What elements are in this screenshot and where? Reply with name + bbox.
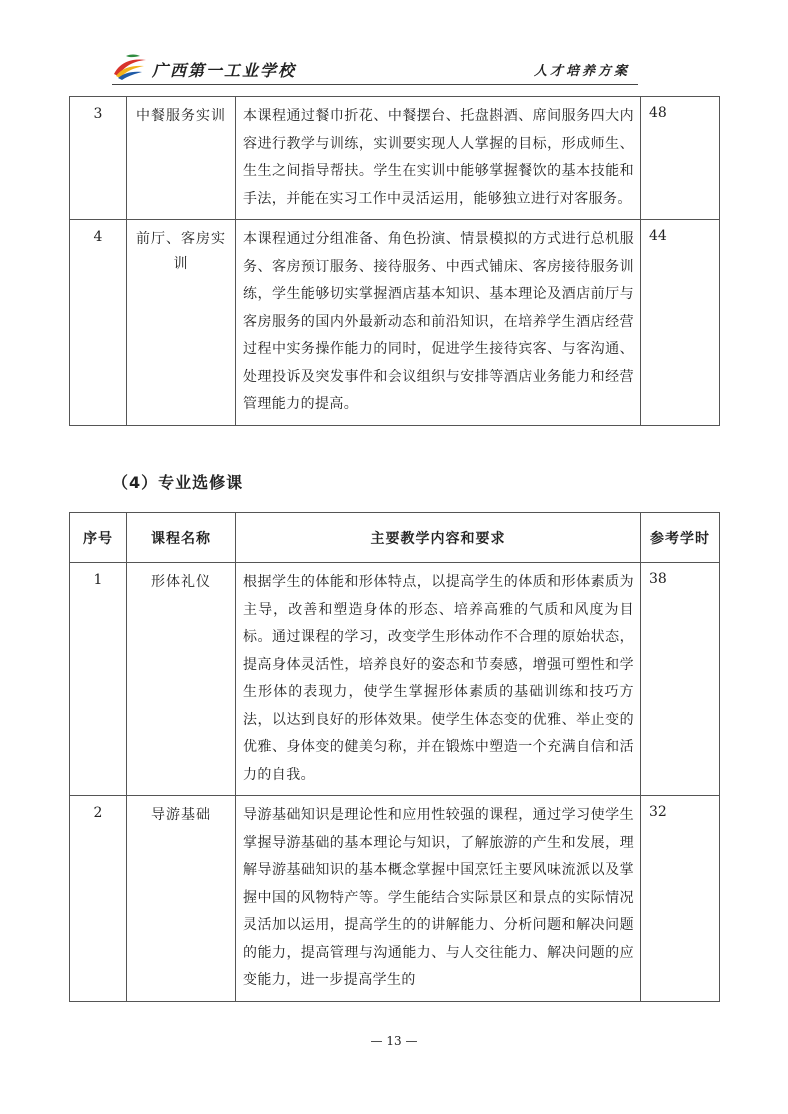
table-row [70,97,720,220]
row-number: 2 [70,796,127,1002]
course-name: 中餐服务实训 [127,97,236,220]
table-row [70,796,720,1002]
section-heading: （4）专业选修课 [112,473,244,492]
table-row [70,563,720,796]
header-divider [112,84,638,85]
header-course-name: 课程名称 [127,513,236,563]
course-name: 前厅、客房实训 [127,220,236,426]
course-hours: 44 [641,220,720,426]
course-hours: 38 [641,563,720,796]
school-name: 广西第一工业学校 [152,61,297,80]
course-name: 导游基础 [127,796,236,1002]
header-hours: 参考学时 [641,513,720,563]
document-title: 人才培养方案 [533,64,630,79]
school-logo-icon [112,52,148,82]
course-description: 本课程通过分组准备、角色扮演、情景模拟的方式进行总机服务、客房预订服务、接待服务、中西式铺床、客房接待服务训练，学生能够切实掌握酒店基本知识、基本理论及酒店前厅与客房服务的国内外最新动态和前沿知识，在培养学生酒店经营过程中实务操作能力的同时，促进学生接待宾客、与客沟通、处理投诉及突发事件和会议组织与安排等酒店业务能力和经营管理能力的提高。 [236,220,641,426]
row-number: 1 [70,563,127,796]
table-row [70,220,720,426]
table-header-row [70,513,720,563]
header-content: 主要教学内容和要求 [236,513,641,563]
elective-course-table [69,512,720,1002]
course-name: 形体礼仪 [127,563,236,796]
course-hours: 48 [641,97,720,220]
row-number: 4 [70,220,127,426]
page-number: — 13 — [370,1034,418,1048]
course-description: 根据学生的体能和形体特点，以提高学生的体质和形体素质为主导，改善和塑造身体的形态、培养高雅的气质和风度为目标。通过课程的学习，改变学生形体动作不合理的原始状态，提高身体灵活性，培养良好的姿态和节奏感，增强可塑性和学生形体的表现力，使学生掌握形体素质的基础训练和技巧方法，以达到良好的形体效果。使学生体态变的优雅、举止变的优雅、身体变的健美匀称，并在锻炼中塑造一个充满自信和活力的自我。 [236,563,641,796]
header-number: 序号 [70,513,127,563]
course-description: 本课程通过餐巾折花、中餐摆台、托盘斟酒、席间服务四大内容进行教学与训练，实训要实现人人掌握的目标，形成师生、生生之间指导帮扶。学生在实训中能够掌握餐饮的基本技能和手法，并能在实习工作中灵活运用，能够独立进行对客服务。 [236,97,641,220]
course-hours: 32 [641,796,720,1002]
core-course-table-continued [69,96,720,426]
row-number: 3 [70,97,127,220]
course-description: 导游基础知识是理论性和应用性较强的课程，通过学习使学生掌握导游基础的基本理论与知识，了解旅游的产生和发展，理解导游基础知识的基本概念掌握中国烹饪主要风味流派以及掌握中国的风物特产等。学生能结合实际景区和景点的实际情况灵活加以运用，提高学生的的讲解能力、分析问题和解决问题的能力，提高管理与沟通能力、与人交往能力、解决问题的应变能力，进一步提高学生的 [236,796,641,1002]
page-header [112,52,638,84]
